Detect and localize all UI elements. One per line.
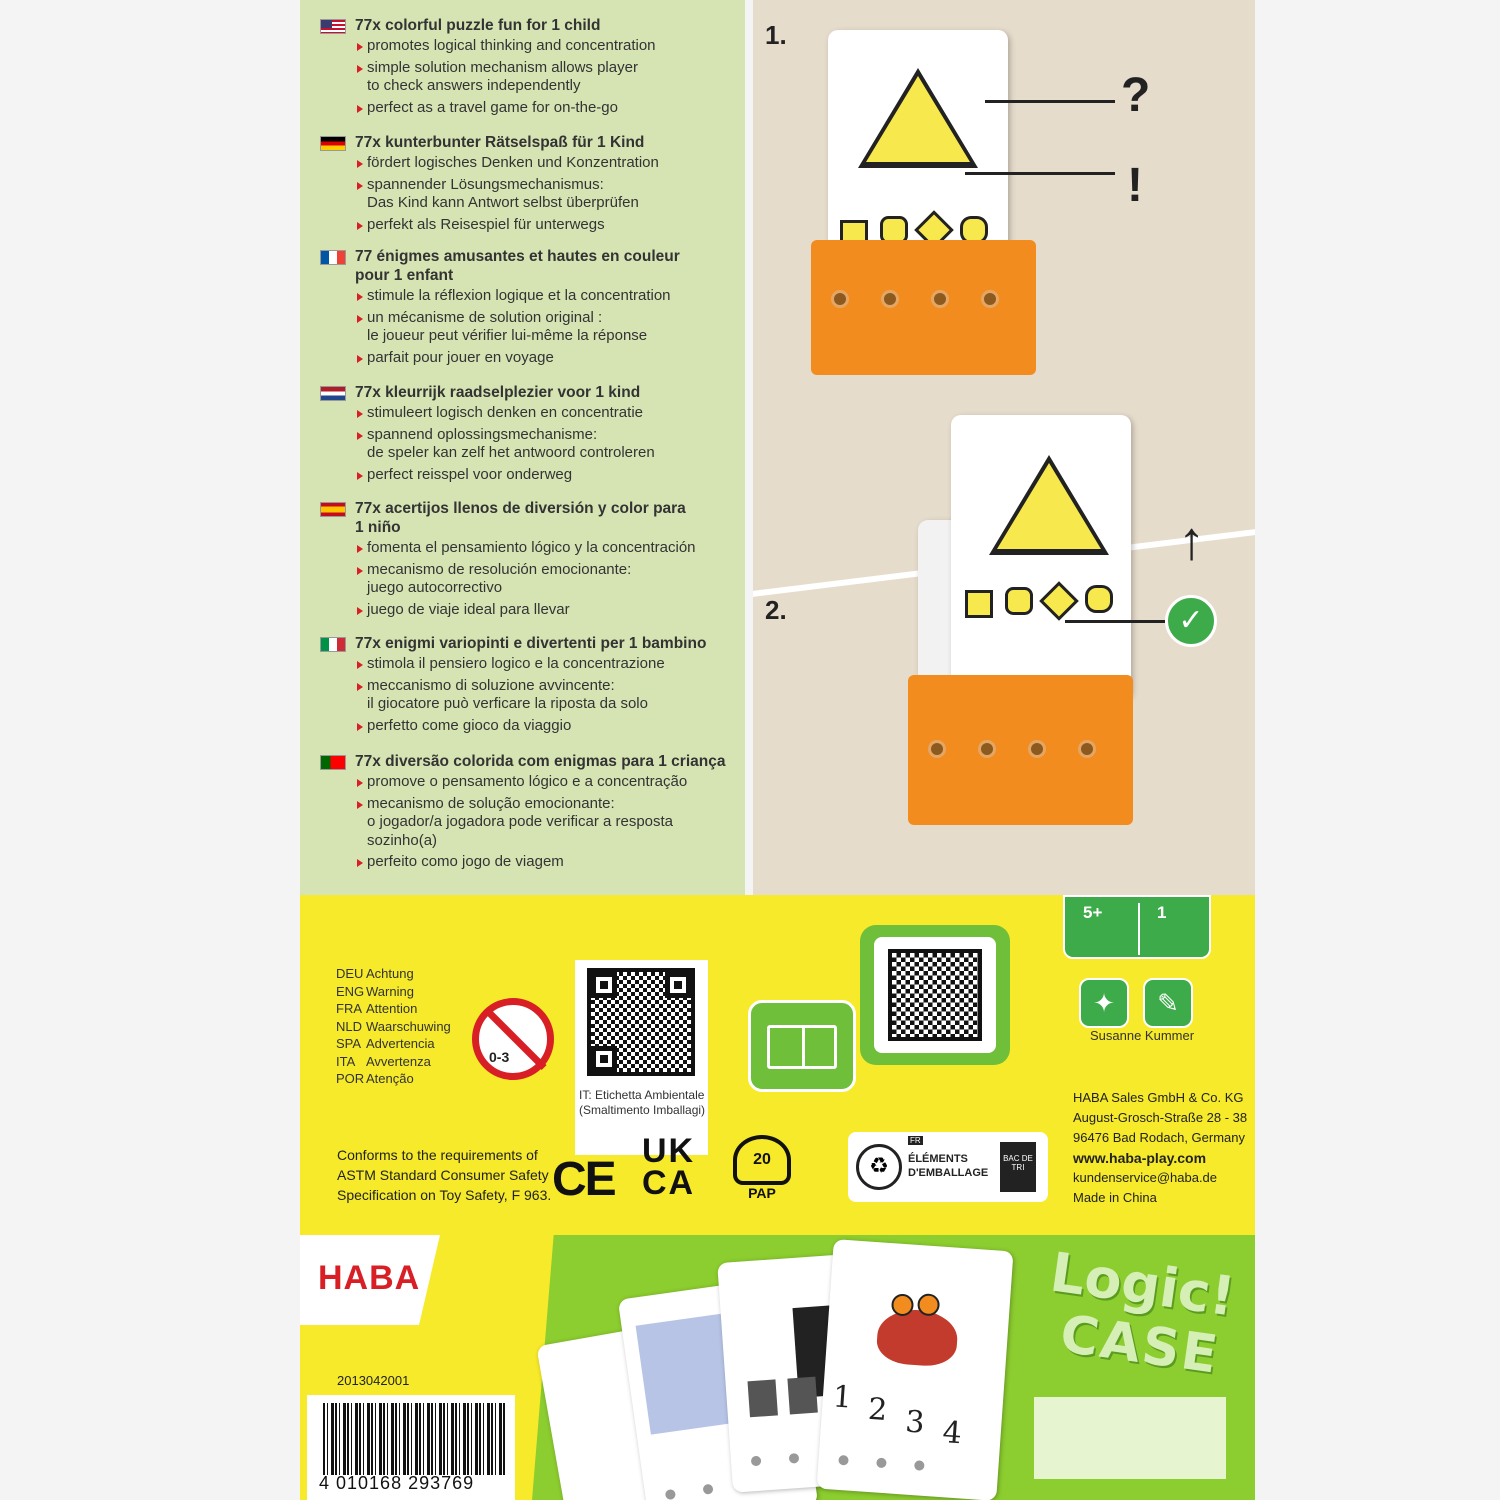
language-block-fr [320,247,740,370]
bullet-item: mecanismo de solução emocionante: o jogador/a jogadora pode verificar a resposta sozinho(a) [357,795,740,851]
puzzle-card-2 [951,415,1131,700]
triman-icon: ♻ [856,1144,902,1190]
info-band [300,895,1255,1235]
warning-list [336,965,451,1088]
flag-us-icon [320,19,346,34]
warning-row [336,1018,451,1036]
warning-text: Warning [366,983,414,999]
language-panel [300,0,745,895]
language-headline: 77x kunterbunter Rätselspaß für 1 Kind [355,134,645,151]
language-headline: 77 énigmes amusantes et hautes en couleur pour 1 enfant [355,248,680,284]
instruction-photo [753,0,1255,895]
bullet-item: fomenta el pensamiento lógico y la concentración [357,539,740,558]
address-line-3: 96476 Bad Rodach, Germany [1073,1130,1245,1145]
warning-code: NLD [336,1018,363,1034]
square-shape [965,590,993,618]
card-stand-1 [811,240,1036,375]
language-block-de [320,133,740,237]
exclamation-mark: ! [1127,159,1143,212]
bullet-list [357,773,740,872]
bottom-band [300,1235,1255,1500]
bullet-item: perfetto come gioco da viaggio [357,717,740,736]
age-warning-label: 0-3 [489,1049,510,1065]
qr-code[interactable] [587,968,695,1076]
stand-hole [1028,740,1046,758]
brush-icon: ✎ [1143,978,1193,1028]
email: kundenservice@haba.de [1073,1170,1218,1185]
warning-code: DEU [336,966,364,981]
warning-code: ITA [336,1053,356,1069]
pap-number: 20 [733,1135,791,1185]
stand-hole [931,290,949,308]
brand-logo: HABA [318,1259,421,1297]
pointer-line-question [985,100,1115,103]
triangle-shape [858,68,978,168]
website: www.haba-play.com [1073,1150,1207,1166]
small-triangle-shape [1039,581,1079,621]
bullet-item: meccanismo di soluzione avvincente: il giocatore può verficare la riposta da solo [357,677,740,714]
warning-code: FRA [336,1001,362,1016]
astm-conformity: Conforms to the requirements of ASTM Standard Consumer Safety Specification on Toy Safety, F 963. [337,1147,552,1203]
age-label: 5+ [1083,903,1103,922]
language-block-pt [320,752,740,875]
bullet-item: perfect reisspel voor onderweg [357,466,740,485]
warning-text: Waarschuwing [366,1018,451,1034]
bullet-list [357,539,740,619]
ce-mark: CE [552,1153,615,1206]
warning-row [336,983,451,1001]
warning-code: SPA [336,1036,362,1051]
barcode [307,1395,515,1500]
bullet-list [357,37,740,117]
language-block-nl [320,383,740,487]
hexagon-shape [1085,585,1113,613]
bullet-item: spannend oplossingsmechanisme: de speler kan zelf het antwoord controleren [357,426,740,463]
bullet-item: perfect as a travel game for on-the-go [357,99,740,118]
stand-hole [978,740,996,758]
triman-text: ÉLÉMENTS D'EMBALLAGE [908,1153,989,1179]
barcode-number: 4 010168 293769 [319,1473,475,1493]
card-number-1: 1 [831,1379,854,1416]
language-block-us [320,16,740,120]
players-label: 1 [1157,903,1167,922]
pap-label: PAP [748,1185,776,1201]
triman-label [848,1132,1048,1202]
warning-row [336,1035,451,1053]
author-name: Susanne Kummer [1090,1028,1195,1043]
article-number: 2013042001 [337,1373,410,1388]
product-title-logic: Logic! [1046,1240,1239,1329]
address-line-1: HABA Sales GmbH & Co. KG [1073,1090,1244,1105]
bullet-item: stimuleert logisch denken en concentratie [357,404,740,423]
instructions-qr-bubble [860,925,1010,1065]
bullet-item: un mécanisme de solution original : le joueur peut vérifier lui-même la réponse [357,309,740,346]
pointer-line-answer [965,172,1115,175]
bullet-item: promove o pensamento lógico e a concentração [357,773,740,792]
language-headline: 77x enigmi variopinti e divertenti per 1 bambino [355,635,707,652]
flag-de-icon [320,136,346,151]
warning-code: ENG [336,983,365,999]
bulb-icon: ✦ [1079,978,1129,1028]
bullet-item: parfait pour jouer en voyage [357,349,740,368]
puzzle-card-1 [828,30,1008,275]
stand-hole [831,290,849,308]
pointer-line-check [1065,620,1165,623]
language-headline: 77x colorful puzzle fun for 1 child [355,17,601,34]
language-headline: 77x kleurrijk raadselplezier voor 1 kind [355,384,641,401]
qr-caption: IT: Etichetta Ambientale (Smaltimento Imballagi) [579,1088,706,1117]
sample-card-hedgehog [816,1239,1013,1500]
hedgehog-icon [875,1307,959,1367]
stand-hole [881,290,899,308]
address-line-2: August-Grosch-Straße 28 - 38 [1073,1110,1248,1125]
flag-pt-icon [320,755,346,770]
language-block-es [320,499,740,622]
flag-es-icon [320,502,346,517]
made-in: Made in China [1073,1190,1157,1205]
bullet-item: juego de viaje ideal para llevar [357,601,740,620]
recycle-pap-icon [730,1135,794,1210]
flag-it-icon [320,637,346,652]
warning-text: Advertencia [366,1036,435,1051]
bullet-list [357,287,740,367]
environmental-label [575,960,708,1155]
card-stand-2 [908,675,1133,825]
pentagon-shape [1005,587,1033,615]
product-box-back [300,0,1255,1500]
warning-code: POR [336,1071,365,1086]
apple-icon [917,1293,940,1316]
step-2-label: 2. [765,595,787,625]
triman-tag: FR [910,1136,921,1145]
language-headline: 77x diversão colorida com enigmas para 1 criança [355,753,726,770]
card-number-2: 2 [866,1391,889,1429]
instructions-book-icon [748,1000,856,1092]
bullet-item: perfeito como jogo de viagem [357,853,740,872]
stand-hole [1078,740,1096,758]
bullet-list [357,154,740,234]
warning-row [336,1000,451,1018]
step-1-label: 1. [765,20,787,50]
up-arrow-icon: ↑ [1178,511,1205,571]
question-mark: ? [1121,69,1151,122]
stand-hole [928,740,946,758]
bullet-item: stimule la réflexion logique et la concentration [357,287,740,306]
bullet-list [357,655,740,735]
warning-row [336,965,451,983]
age-players-icon [1063,895,1211,959]
company-address [1073,1088,1247,1208]
bullet-list [357,404,740,484]
bullet-item: mecanismo de resolución emocionante: juego autocorrectivo [357,561,740,598]
bullet-item: simple solution mechanism allows player to check answers independently [357,59,740,96]
age-warning-icon [472,998,554,1080]
warning-text: Atenção [366,1071,414,1086]
bullet-item: promotes logical thinking and concentration [357,37,740,56]
card-number-3: 3 [904,1404,926,1441]
warning-row [336,1053,451,1071]
blank-label-area [1034,1397,1226,1479]
stand-hole [981,290,999,308]
warning-row [336,1070,451,1088]
flag-fr-icon [320,250,346,265]
bullet-item: fördert logisches Denken und Konzentration [357,154,740,173]
bullet-item: perfekt als Reisespiel für unterwegs [357,216,740,235]
instructions-qr-code[interactable] [888,949,982,1041]
warning-text: Achtung [366,966,414,981]
bullet-item: stimola il pensiero logico e la concentrazione [357,655,740,674]
triangle-shape [989,455,1109,555]
warning-text: Attention [366,1001,418,1016]
barcode-bars [323,1403,505,1475]
card-number-4: 4 [941,1415,963,1452]
warning-text: Avvertenza [366,1053,431,1069]
product-title-case: CASE [1056,1304,1223,1386]
triman-bin: BAC DE TRI [1000,1142,1036,1192]
check-icon: ✓ [1165,595,1217,647]
language-headline: 77x acertijos llenos de diversión y color para 1 niño [355,500,686,536]
ukca-mark: UK CA [642,1132,696,1202]
bullet-item: spannender Lösungsmechanismus: Das Kind kann Antwort selbst überprüfen [357,176,740,213]
language-block-it [320,634,740,738]
flag-nl-icon [320,386,346,401]
